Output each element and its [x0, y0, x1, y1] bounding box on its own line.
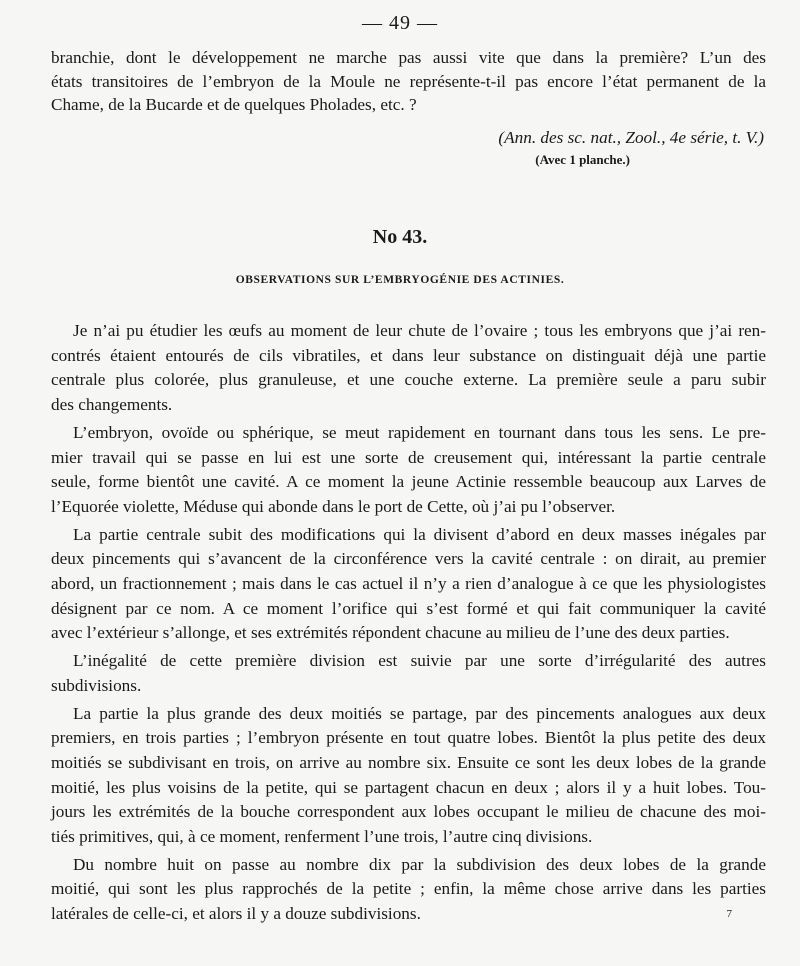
- text-line: L’embryon, ovoïde ou sphérique, se meut rapidement en tournant dans tous les sens. Le pre-: [73, 422, 766, 442]
- text-line: désignent par ce nom. A ce moment l’orifice qui s’est formé et qui fait communiquer la cavité: [51, 598, 766, 618]
- paragraph: [51, 702, 766, 850]
- text-line: des changements.: [51, 395, 173, 415]
- text-line: jours les extrémités de la bouche correspondent aux lobes occupant le milieu de chacune des moi-: [51, 802, 766, 822]
- section-title: OBSERVATIONS SUR L’EMBRYOGÉNIE DES ACTINIES.: [235, 274, 565, 286]
- text-line: tiés primitives, qui, à ce moment, renferment l’une trois, l’autre cinq divisions.: [51, 827, 593, 847]
- paragraph: [51, 421, 766, 520]
- text-line: avec l’extérieur s’allonge, et ses extrémités répondent chacune au milieu de l’une des deux parties.: [51, 623, 730, 643]
- text-line: deux pincements qui s’avancent de la circonférence vers la cavité centrale : on dirait, au premier: [51, 549, 766, 569]
- text-line: Je n’ai pu étudier les œufs au moment de leur chute de l’ovaire ; tous les embryons que j’ai ren-: [73, 321, 766, 340]
- body-text: [51, 319, 766, 927]
- intro-paragraph: [51, 46, 766, 117]
- text-line: L’inégalité de cette première division est suivie par une sorte d’irrégularité des autres: [73, 651, 766, 671]
- text-line: contrés étaient entourés de cils vibratiles, et dans leur substance on distinguait déjà une partie: [51, 345, 766, 365]
- reference-text: (Ann. des sc. nat., Zool., 4e série, t. V.): [498, 128, 764, 147]
- page-number: — 49 —: [362, 12, 438, 34]
- text-line: moitié, les plus voisins de la petite, qui se partagent chacun en deux ; alors il y a huit lobes. Tou-: [51, 777, 766, 797]
- text-line: Chame, de la Bucarde et de quelques Pholades, etc. ?: [51, 95, 417, 114]
- text-line: La partie la plus grande des deux moitiés se partage, par des pincements analogues aux deux: [73, 703, 766, 723]
- text-line: moitiés se subdivisant en trois, on arrive au nombre six. Ensuite ce sont les deux lobes de la grande: [51, 752, 766, 772]
- text-line: subdivisions.: [51, 675, 142, 695]
- text-line: premiers, en trois parties ; l’embryon présente en tout quatre lobes. Bientôt la plus petite des deux: [51, 728, 766, 748]
- text-line: centrale plus colorée, plus granuleuse, et une couche externe. La première seule a paru subir: [51, 370, 766, 390]
- text-line: abord, un fractionnement ; mais dans le cas actuel il n’y a rien d’analogue à ce que les physiologistes: [51, 574, 766, 594]
- text-line: mier travail qui se passe en lui est une sorte de creusement qui, intéressant la partie centrale: [51, 447, 766, 467]
- reference-citation: [498, 127, 764, 149]
- text-line: La partie centrale subit des modifications qui la divisent d’abord en deux masses inégales par: [73, 524, 766, 544]
- article-number: No 43.: [372, 226, 428, 248]
- paragraph: [51, 853, 766, 927]
- text-line: seule, forme bientôt une cavité. A ce moment la jeune Actinie ressemble beaucoup aux Larves de: [51, 472, 766, 492]
- signature-mark: 7: [726, 908, 732, 920]
- text-line: latérales de celle-ci, et alors il y a douze subdivisions.: [51, 904, 421, 924]
- paragraph: [51, 523, 766, 647]
- paragraph: [51, 649, 766, 698]
- text-line: l’Equorée violette, Méduse qui abonde dans le port de Cette, où j’ai pu l’observer.: [51, 496, 616, 516]
- paragraph: [51, 319, 766, 418]
- text-line: moitié, qui sont les plus rapprochés de la petite ; enfin, la même chose arrive dans les parties: [51, 879, 766, 899]
- text-line: branchie, dont le développement ne marche pas aussi vite que dans la première? L’un des: [51, 48, 766, 67]
- reference-subnote: (Avec 1 planche.): [535, 152, 630, 167]
- text-line: Du nombre huit on passe au nombre dix par la subdivision des deux lobes de la grande: [73, 854, 766, 874]
- text-line: états transitoires de l’embryon de la Moule ne représente-t-il pas encore l’état permanent de la: [51, 71, 766, 91]
